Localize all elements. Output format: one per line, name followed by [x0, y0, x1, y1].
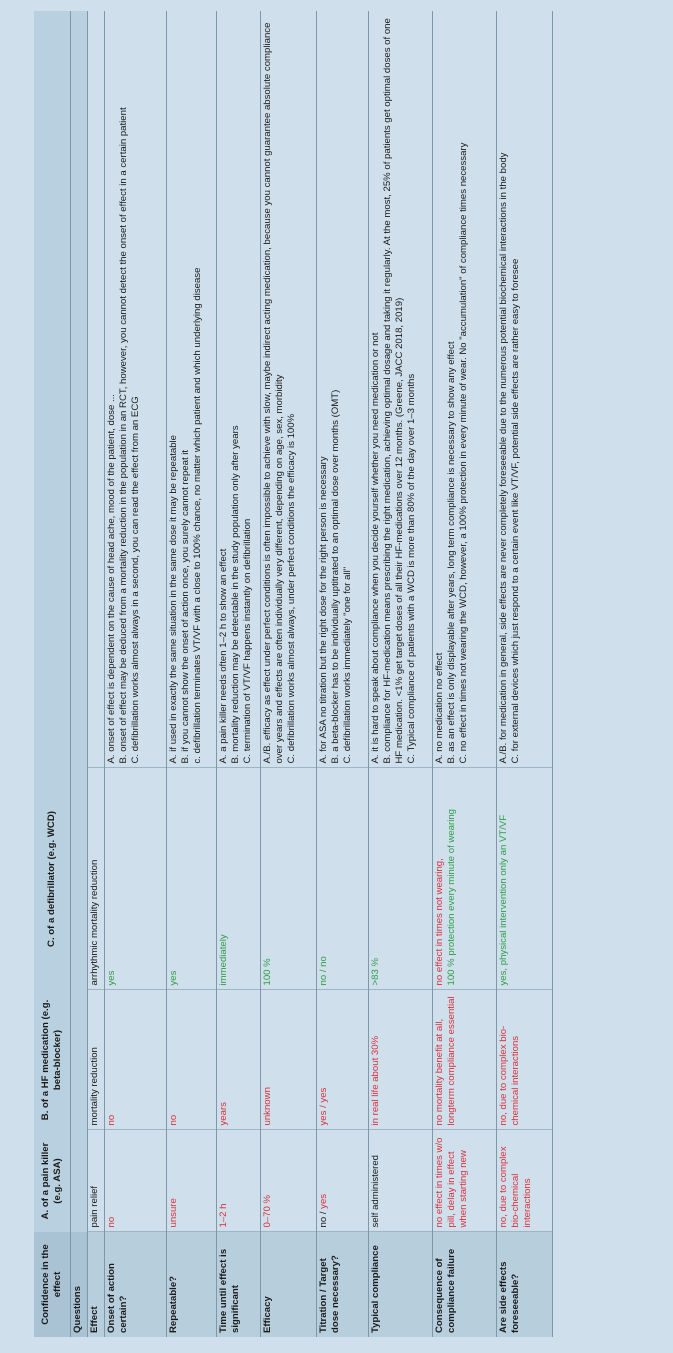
- effect-b: mortality reduction: [87, 990, 104, 1130]
- effect-a: pain relief: [87, 1130, 104, 1232]
- cell-a: 0–70 %: [260, 1130, 316, 1232]
- header-col-c: C. of a defibrillator (e.g. WCD): [34, 768, 70, 990]
- cell-a: self administered: [368, 1130, 432, 1232]
- question-label: Repeatable?: [166, 1232, 216, 1337]
- answer-line: C. defibrillation works almost always, under perfect conditions the efficacy is 100%: [285, 413, 297, 764]
- answer-line: A. a pain killer needs often 1–2 h to show an effect: [217, 548, 229, 764]
- answer-text: [104, 11, 166, 768]
- answer-line: C. defibrillation works immediately "one for all": [341, 566, 353, 764]
- cell-c: 100 %: [260, 768, 316, 990]
- table-row: [260, 11, 316, 1337]
- cell-a: no: [104, 1130, 166, 1232]
- cell-b: years: [216, 990, 260, 1130]
- cell-b: no mortality benefit at all, longterm compliance essential: [432, 990, 496, 1130]
- comparison-table: [34, 11, 553, 1337]
- cell-c: yes: [166, 768, 216, 990]
- answer-text: [368, 11, 432, 768]
- cell-a: [316, 1130, 368, 1232]
- table-row: [432, 11, 496, 1337]
- answer-text: [316, 11, 368, 768]
- cell-a: unsure: [166, 1130, 216, 1232]
- question-label: Onset of action certain?: [104, 1232, 166, 1337]
- answer-text: [166, 11, 216, 768]
- answer-line: A./B. efficacy as effect under perfect conditions is often impossible to achieve with slow, maybe indirect acting medication, because you cannot guarantee absolute compliance over years and effects are often individually very different, depending on age, sex, morbidity: [261, 22, 285, 764]
- table-row: [496, 11, 552, 1337]
- table-row: [166, 11, 216, 1337]
- effect-row: [87, 11, 104, 1337]
- answer-line: C. Typical compliance of patients with a WCD is more than 80% of the day over 1–3 months: [405, 373, 417, 764]
- cell-c: immediately: [216, 768, 260, 990]
- answer-line: A. for ASA no titration but the right dose for the right person is necessary: [317, 456, 329, 764]
- answer-line: C. for external devices which just respond to a certain event like VT/VF, potential side effects are rather easy to foresee: [509, 258, 521, 764]
- header-confidence: Confidence in the effect: [34, 1232, 70, 1337]
- question-label: Consequence of compliance failure: [432, 1232, 496, 1337]
- header-col-b: B. of a HF medication (e.g. beta-blocker): [34, 990, 70, 1130]
- question-label: Typical compliance: [368, 1232, 432, 1337]
- answer-text: [432, 11, 496, 768]
- cell-b: yes / yes: [316, 990, 368, 1130]
- cell-c: [432, 768, 496, 990]
- question-label: Titration / Target dose necessary?: [316, 1232, 368, 1337]
- cell-b: unknown: [260, 990, 316, 1130]
- answer-line: B. a beta-blocker has to be individually uptitrated to an optimal dose over months (OMT): [329, 389, 341, 764]
- answer-text: [260, 11, 316, 768]
- answer-line: B. compliance for HF-medication means prescribing the right medication, achieving optimal dosage and taking it regularly. At the most, 25% of patients get optimal doses of one HF medication. <1% get target doses of all their HF-medications over 12 months. (Greene, JACC 2018, 2019): [381, 18, 405, 764]
- cell-a: no effect in times w/o pill, delay in effect when starting new: [432, 1130, 496, 1232]
- question-label: Are side effects foreseeable?: [496, 1232, 552, 1337]
- cell-b: no, due to complex bio-chemical interactions: [496, 990, 552, 1130]
- cell-a: 1–2 h: [216, 1130, 260, 1232]
- answer-line: c. defibrillation terminates VT/VF with a close to 100% chance, no matter which patient and which underlying disease: [191, 267, 203, 764]
- cell-c-positive: 100 % protection every minute of wearing: [445, 808, 457, 986]
- answer-text: [496, 11, 552, 768]
- cell-c-negative: no effect in times not wearing,: [433, 858, 445, 986]
- answer-text: [216, 11, 260, 768]
- cell-b: in real life about 30%: [368, 990, 432, 1130]
- answer-line: A. it is hard to speak about compliance when you decide yourself whether you need medication or not: [369, 332, 381, 764]
- header-blank: [34, 11, 70, 768]
- cell-a: no, due to complex bio-chemical interactions: [496, 1130, 552, 1232]
- effect-c: arrhythmic mortality reduction: [87, 768, 104, 990]
- question-label: Efficacy: [260, 1232, 316, 1337]
- questions-row: [70, 11, 87, 1337]
- cell-c: yes, physical intervention only an VT/VF: [496, 768, 552, 990]
- header-row: [34, 11, 70, 1337]
- answer-line: C. no effect in times not wearing the WCD, however, a 100% protection in every minute of wear. No "accumulation" of compliance times necessary: [457, 142, 469, 764]
- cell-a-text: no / yes: [317, 1193, 329, 1228]
- answer-line: B. as an effect is only displayable after years, long term compliance is necessary to show any effect: [445, 341, 457, 764]
- answer-line: A./B. for medication in general, side effects are never completely foreseeable due to the numerous potential biochemical interactions in the body: [497, 152, 509, 764]
- table-row: [104, 11, 166, 1337]
- answer-line: C. defibrillation works almost always in a second, you can read the effect from an ECG: [129, 396, 141, 764]
- question-label: Time until effect is significant: [216, 1232, 260, 1337]
- cell-b: no: [104, 990, 166, 1130]
- answer-line: B. onset of effect may be deduced from a mortality reduction in the population in an RCT, however, you cannot detect the onset of effect in a certain patient: [117, 107, 129, 764]
- cell-c: yes: [104, 768, 166, 990]
- table-row: [216, 11, 260, 1337]
- cell-b: no: [166, 990, 216, 1130]
- answer-line: A. onset of effect is dependent on the cause of head ache, mood of the patient, dose ...: [105, 394, 117, 764]
- answer-line: B. if you cannot show the onset of action once, you surely cannot repeat it: [179, 449, 191, 764]
- answer-line: B. mortality reduction may be detectable in the study population only after years: [229, 425, 241, 764]
- answer-line: A. if used in exactly the same situation in the same dose it may be repeatable: [167, 434, 179, 764]
- questions-label: Questions: [70, 1232, 87, 1337]
- effect-label: Effect: [87, 1232, 104, 1337]
- table-row: [316, 11, 368, 1337]
- answer-line: A. no medication no effect: [433, 652, 445, 764]
- header-col-a: A. of a pain killer (e.g. ASA): [34, 1130, 70, 1232]
- answer-line: C. termination of VT/VF happens instantly on defibrillation: [241, 518, 253, 764]
- table-row: [368, 11, 432, 1337]
- cell-c: no / no: [316, 768, 368, 990]
- cell-c: >83 %: [368, 768, 432, 990]
